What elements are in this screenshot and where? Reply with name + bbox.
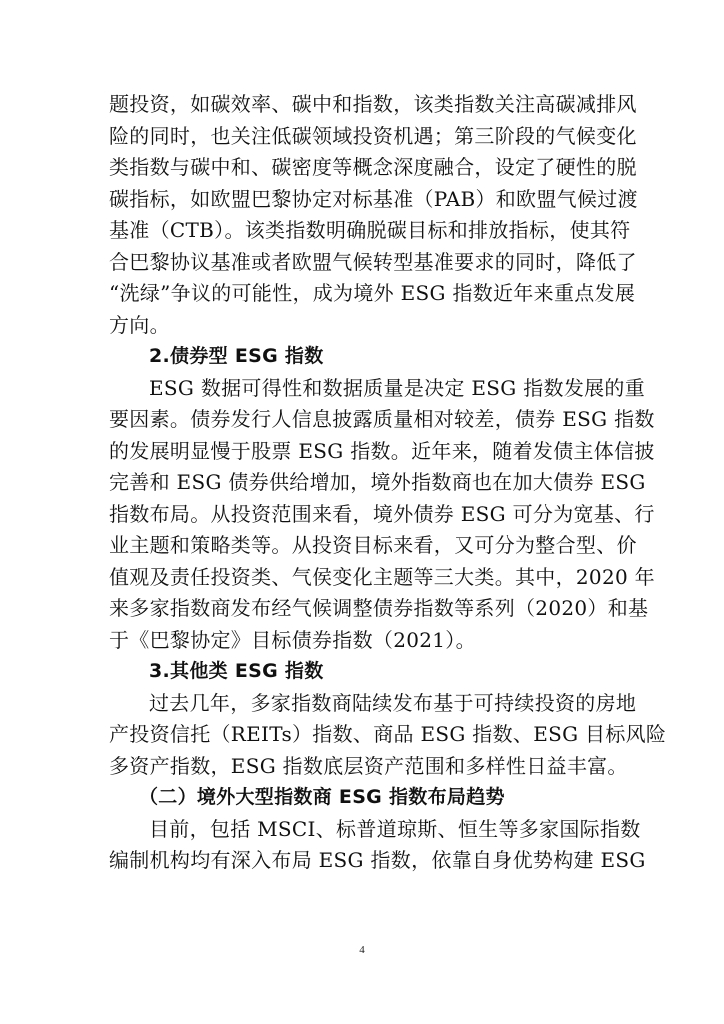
text-line: 完善和 ESG 债券供给增加，境外指数商也在加大债券 ESG <box>109 470 646 494</box>
text-line: “洗绿”争议的可能性，成为境外 ESG 指数近年来重点发展 <box>109 281 636 305</box>
text-line: 险的同时，也关注低碳领域投资机遇；第三阶段的气候变化 <box>109 123 637 148</box>
text-line: 来多家指数商发布经气候调整债券指数等系列（2020）和基 <box>109 596 649 620</box>
text-line: 指数布局。从投资范围来看，境外债券 ESG 可分为宽基、行 <box>109 501 655 526</box>
text-line: 的发展明显慢于股票 ESG 指数。近年来，随着发债主体信披 <box>109 438 655 463</box>
text-line: 值观及责任投资类、气侯变化主题等三大类。其中，2020 年 <box>109 564 655 589</box>
section-heading-other-esg-index: 3.其他类 ESG 指数 <box>149 660 324 682</box>
text-line: 要因素。债券发行人信息披露质量相对较差，债券 ESG 指数 <box>109 407 655 431</box>
paragraph-bond-esg-index <box>109 373 655 657</box>
paragraph-climate-index <box>109 89 638 341</box>
page-number: 4 <box>359 944 365 956</box>
page-content <box>109 89 667 877</box>
text-line: 方向。 <box>109 312 170 337</box>
paragraph-index-provider-trends <box>109 814 646 877</box>
text-line: 目前，包括 MSCI、标普道琼斯、恒生等多家国际指数 <box>149 816 641 841</box>
text-line: 题投资，如碳效率、碳中和指数，该类指数关注高碳减排风 <box>109 92 637 116</box>
text-line: 多资产指数，ESG 指数底层资产范围和多样性日益丰富。 <box>109 753 628 778</box>
text-line: 合巴黎协议基准或者欧盟气候转型基准要求的同时，降低了 <box>109 249 637 274</box>
text-line: 过去几年，多家指数商陆续发布基于可持续投资的房地 <box>149 690 637 715</box>
text-line: 编制机构均有深入布局 ESG 指数，依靠自身优势构建 ESG <box>109 848 646 872</box>
text-line: ESG 数据可得性和数据质量是决定 ESG 指数发展的重 <box>149 375 646 400</box>
text-line: 碳指标，如欧盟巴黎协定对标基准（PAB）和欧盟气候过渡 <box>109 186 638 211</box>
section-heading-index-provider-trends: （二）境外大型指数商 ESG 指数布局趋势 <box>139 786 505 808</box>
text-line: 类指数与碳中和、碳密度等概念深度融合，设定了硬性的脱 <box>109 155 637 179</box>
text-line: 基准（CTB）。该类指数明确脱碳目标和排放指标，使其符 <box>109 218 631 242</box>
text-line: 于《巴黎协定》目标债券指数（2021）。 <box>109 627 476 652</box>
text-line: 业主题和策略类等。从投资目标来看，又可分为整合型、价 <box>109 533 637 557</box>
text-line: 产投资信托（REITs）指数、商品 ESG 指数、ESG 目标风险 <box>109 722 667 746</box>
section-heading-bond-esg-index: 2.债券型 ESG 指数 <box>149 345 324 367</box>
paragraph-other-esg-index <box>109 688 667 783</box>
